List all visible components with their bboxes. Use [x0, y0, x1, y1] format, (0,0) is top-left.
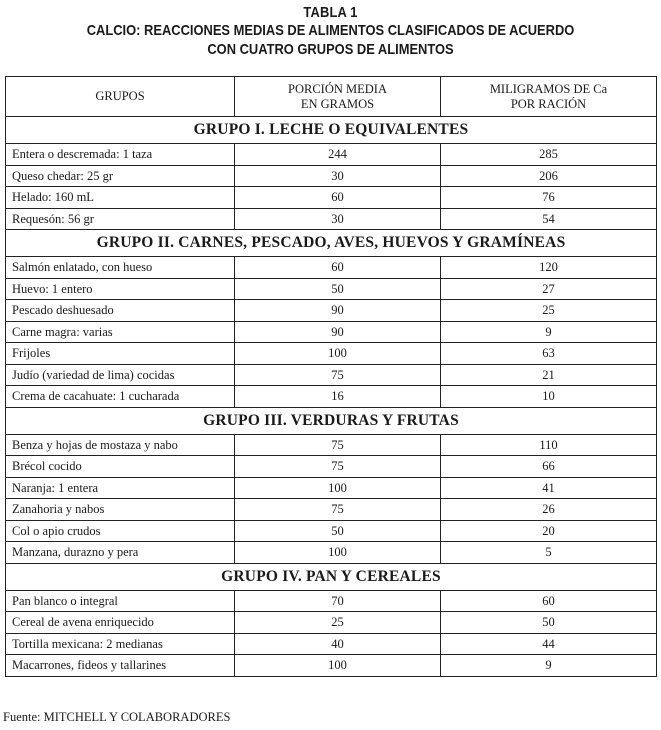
portion-cell: 25 — [235, 612, 441, 634]
food-cell: Helado: 160 mL — [6, 187, 235, 209]
header-portion-line-2: EN GRAMOS — [300, 96, 375, 111]
calcium-cell: 285 — [441, 144, 657, 166]
calcium-cell: 41 — [441, 477, 657, 499]
food-cell: Benza y hojas de mostaza y nabo — [6, 434, 235, 456]
group-title: GRUPO I. LECHE O EQUIVALENTES — [6, 117, 657, 144]
table-title-block — [0, 4, 661, 59]
food-cell: Col o apio crudos — [6, 520, 235, 542]
table-row — [6, 542, 657, 564]
source-note: Fuente: MITCHELL Y COLABORADORES — [3, 710, 231, 724]
table-row — [6, 386, 657, 408]
table-title-line-1: CALCIO: REACCIONES MEDIAS DE ALIMENTOS CLASIFICADOS DE ACUERDO — [86, 22, 575, 39]
food-cell: Judío (variedad de lima) cocidas — [6, 364, 235, 386]
portion-cell: 30 — [235, 165, 441, 187]
calcium-cell: 44 — [441, 633, 657, 655]
group-header-row — [6, 117, 657, 144]
calcium-cell: 63 — [441, 343, 657, 365]
table-row — [6, 321, 657, 343]
food-cell: Zanahoria y nabos — [6, 499, 235, 521]
header-groups: GRUPOS — [6, 77, 235, 117]
calcium-cell: 5 — [441, 542, 657, 564]
food-cell: Manzana, durazno y pera — [6, 542, 235, 564]
food-cell: Salmón enlatado, con hueso — [6, 257, 235, 279]
food-cell: Carne magra: varias — [6, 321, 235, 343]
table-row — [6, 165, 657, 187]
portion-cell: 100 — [235, 542, 441, 564]
portion-cell: 90 — [235, 300, 441, 322]
calcium-table — [5, 76, 657, 677]
calcium-cell: 9 — [441, 655, 657, 677]
calcium-cell: 110 — [441, 434, 657, 456]
calcium-cell: 25 — [441, 300, 657, 322]
calcium-cell: 54 — [441, 208, 657, 230]
group-header-row — [6, 407, 657, 434]
calcium-cell: 50 — [441, 612, 657, 634]
calcium-cell: 21 — [441, 364, 657, 386]
header-milligrams-line-2: POR RACIÓN — [510, 96, 587, 111]
table-row — [6, 187, 657, 209]
header-milligrams — [441, 77, 657, 117]
table-row — [6, 590, 657, 612]
table-number: TABLA 1 — [303, 4, 358, 21]
portion-cell: 75 — [235, 499, 441, 521]
calcium-cell: 120 — [441, 257, 657, 279]
calcium-cell: 27 — [441, 278, 657, 300]
table-row — [6, 343, 657, 365]
portion-cell: 70 — [235, 590, 441, 612]
header-portion — [235, 77, 441, 117]
food-cell: Macarrones, fideos y tallarines — [6, 655, 235, 677]
group-title: GRUPO III. VERDURAS Y FRUTAS — [6, 407, 657, 434]
table-body — [6, 117, 657, 677]
header-row — [6, 77, 657, 117]
food-cell: Entera o descremada: 1 taza — [6, 144, 235, 166]
table-row — [6, 499, 657, 521]
food-cell: Cereal de avena enriquecido — [6, 612, 235, 634]
food-cell: Naranja: 1 entera — [6, 477, 235, 499]
table-row — [6, 144, 657, 166]
header-milligrams-line-1: MILIGRAMOS DE Ca — [489, 81, 608, 96]
food-cell: Brécol cocido — [6, 456, 235, 478]
portion-cell: 60 — [235, 257, 441, 279]
food-cell: Frijoles — [6, 343, 235, 365]
portion-cell: 244 — [235, 144, 441, 166]
portion-cell: 50 — [235, 520, 441, 542]
calcium-cell: 9 — [441, 321, 657, 343]
table-row — [6, 434, 657, 456]
food-cell: Requesón: 56 gr — [6, 208, 235, 230]
group-title: GRUPO IV. PAN Y CEREALES — [6, 563, 657, 590]
table-row — [6, 364, 657, 386]
portion-cell: 16 — [235, 386, 441, 408]
food-cell: Queso chedar: 25 gr — [6, 165, 235, 187]
calcium-cell: 206 — [441, 165, 657, 187]
table-row — [6, 278, 657, 300]
calcium-cell: 10 — [441, 386, 657, 408]
table-row — [6, 520, 657, 542]
food-cell: Pan blanco o integral — [6, 590, 235, 612]
table-row — [6, 300, 657, 322]
group-title: GRUPO II. CARNES, PESCADO, AVES, HUEVOS Y GRAMÍNEAS — [6, 230, 657, 257]
table-row — [6, 612, 657, 634]
portion-cell: 100 — [235, 655, 441, 677]
food-cell: Tortilla mexicana: 2 medianas — [6, 633, 235, 655]
portion-cell: 50 — [235, 278, 441, 300]
portion-cell: 75 — [235, 364, 441, 386]
table-title-line-2: CON CUATRO GRUPOS DE ALIMENTOS — [207, 41, 454, 58]
portion-cell: 30 — [235, 208, 441, 230]
group-header-row — [6, 563, 657, 590]
table-row — [6, 257, 657, 279]
calcium-cell: 26 — [441, 499, 657, 521]
portion-cell: 40 — [235, 633, 441, 655]
food-cell: Crema de cacahuate: 1 cucharada — [6, 386, 235, 408]
portion-cell: 60 — [235, 187, 441, 209]
table-row — [6, 208, 657, 230]
portion-cell: 100 — [235, 477, 441, 499]
calcium-cell: 20 — [441, 520, 657, 542]
table-row — [6, 655, 657, 677]
food-cell: Huevo: 1 entero — [6, 278, 235, 300]
portion-cell: 75 — [235, 456, 441, 478]
table-row — [6, 456, 657, 478]
portion-cell: 75 — [235, 434, 441, 456]
portion-cell: 100 — [235, 343, 441, 365]
header-portion-line-1: PORCIÓN MEDIA — [288, 81, 387, 96]
group-header-row — [6, 230, 657, 257]
calcium-cell: 66 — [441, 456, 657, 478]
portion-cell: 90 — [235, 321, 441, 343]
table-row — [6, 477, 657, 499]
calcium-cell: 60 — [441, 590, 657, 612]
table-row — [6, 633, 657, 655]
food-cell: Pescado deshuesado — [6, 300, 235, 322]
calcium-cell: 76 — [441, 187, 657, 209]
